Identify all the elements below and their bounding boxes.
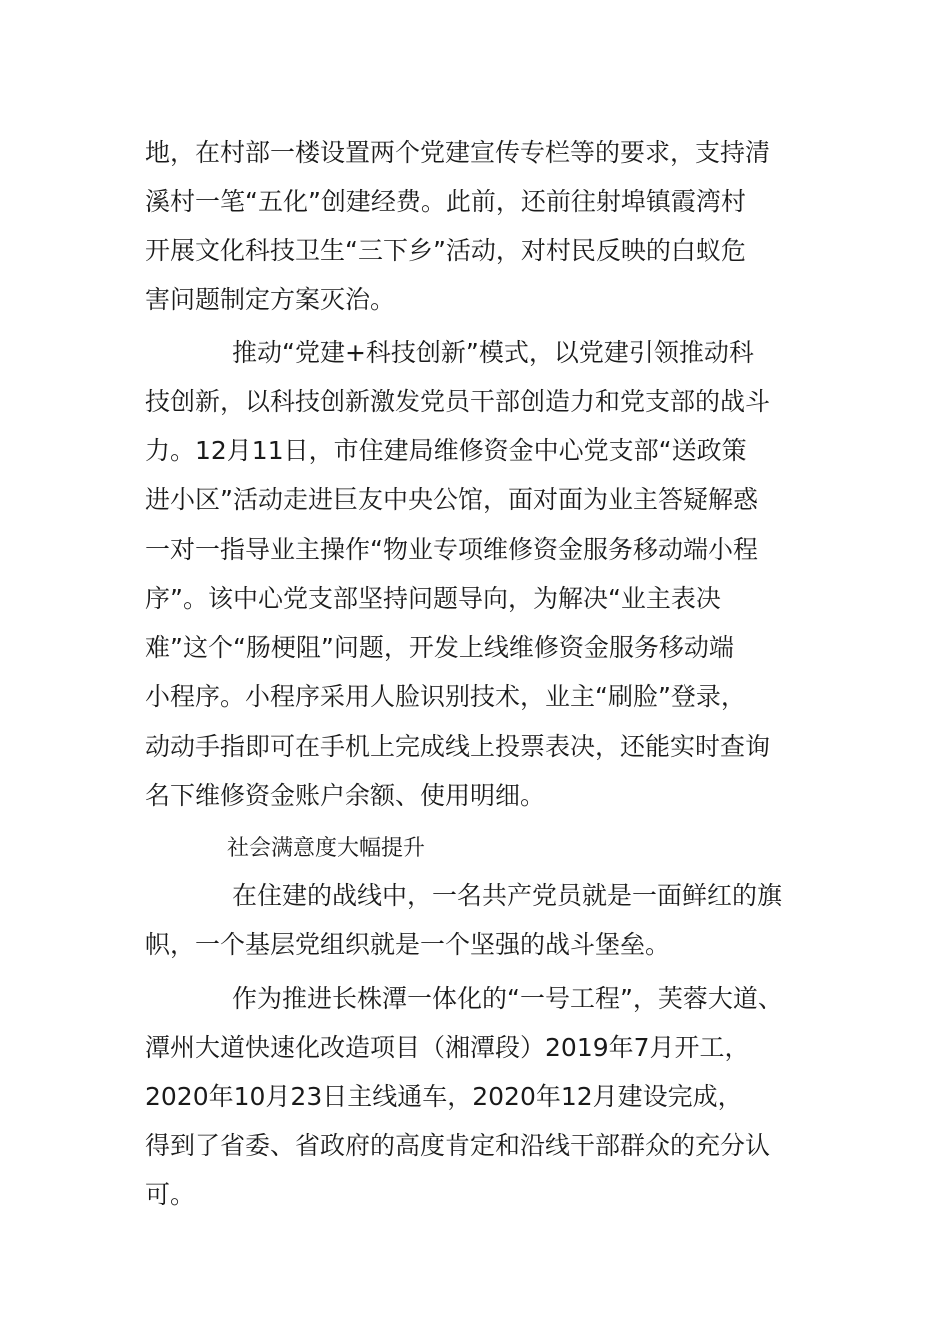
- section-heading: 社会满意度大幅提升: [227, 836, 426, 861]
- paragraph-line: 害问题制定方案灭治。: [145, 285, 396, 314]
- paragraph-line: 序”。该中心党支部坚持问题导向，为解决“业主表决: [145, 584, 721, 613]
- paragraph-line: 地，在村部一楼设置两个党建宣传专栏等的要求，支持清: [145, 138, 771, 167]
- paragraph-line: 进小区”活动走进巨友中央公馆，面对面为业主答疑解惑: [145, 485, 758, 514]
- paragraph-line: 动动手指即可在手机上完成线上投票表决，还能实时查询: [145, 732, 771, 761]
- paragraph-line: 作为推进长株潭一体化的“一号工程”，芙蓉大道、: [232, 984, 783, 1013]
- paragraph-line: 帜，一个基层党组织就是一个坚强的战斗堡垒。: [145, 930, 671, 959]
- paragraph-line: 潭州大道快速化改造项目（湘潭段）2019年7月开工，: [145, 1033, 750, 1062]
- paragraph-line: 开展文化科技卫生“三下乡”活动，对村民反映的白蚁危: [145, 236, 746, 265]
- paragraph-line: 可。: [145, 1180, 196, 1209]
- paragraph-line: 在住建的战线中，一名共产党员就是一面鲜红的旗: [232, 881, 783, 910]
- paragraph-line: 技创新，以科技创新激发党员干部创造力和党支部的战斗: [145, 387, 771, 416]
- paragraph-line: 一对一指导业主操作“物业专项维修资金服务移动端小程: [145, 535, 758, 564]
- paragraph-line: 2020年10月23日主线通车，2020年12月建设完成，: [145, 1082, 743, 1111]
- paragraph-line: 名下维修资金账户余额、使用明细。: [145, 781, 546, 810]
- paragraph-line: 得到了省委、省政府的高度肯定和沿线干部群众的充分认: [145, 1131, 771, 1160]
- paragraph-line: 小程序。小程序采用人脸识别技术，业主“刷脸”登录，: [145, 682, 746, 711]
- paragraph-line: 力。12月11日，市住建局维修资金中心党支部“送政策: [145, 436, 747, 465]
- paragraph-line: 推动“党建+科技创新”模式，以党建引领推动科: [232, 338, 754, 367]
- paragraph-line: 难”这个“肠梗阻”问题，开发上线维修资金服务移动端: [145, 633, 734, 662]
- paragraph-line: 溪村一笔“五化”创建经费。此前，还前往射埠镇霞湾村: [145, 187, 746, 216]
